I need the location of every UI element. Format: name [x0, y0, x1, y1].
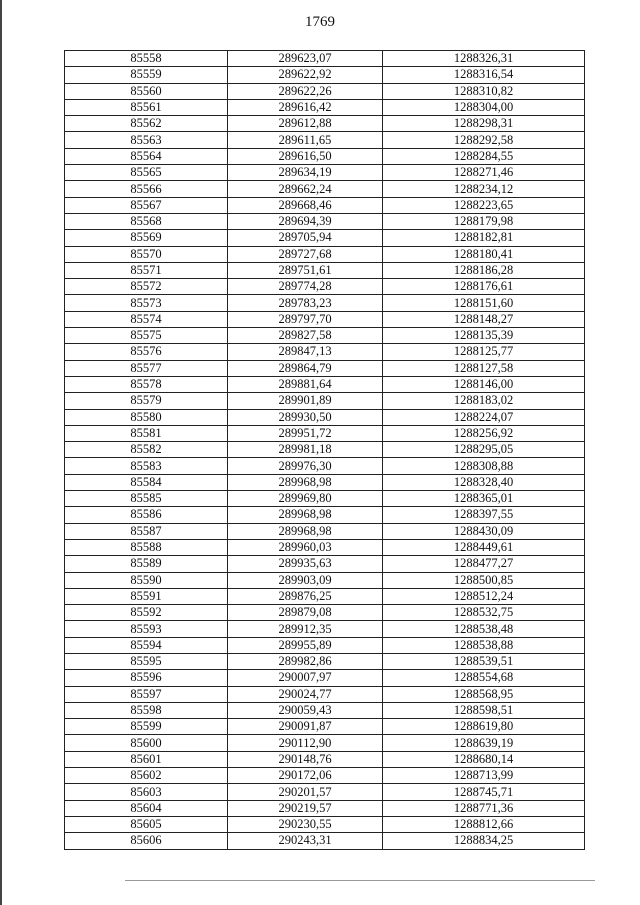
table-row: [65, 572, 585, 588]
point-number-cell: 85578: [65, 376, 228, 392]
point-number-cell: 85594: [65, 637, 228, 653]
point-number-cell: 85558: [65, 51, 228, 67]
point-number-cell: 85588: [65, 539, 228, 555]
point-number-cell: 85587: [65, 523, 228, 539]
y-coordinate-cell: 1288179,98: [383, 213, 585, 229]
x-coordinate-cell: 289774,28: [228, 279, 383, 295]
point-number-cell: 85580: [65, 409, 228, 425]
point-number-cell: 85563: [65, 132, 228, 148]
x-coordinate-cell: 289612,88: [228, 116, 383, 132]
table-row: [65, 751, 585, 767]
x-coordinate-cell: 289879,08: [228, 605, 383, 621]
table-row: [65, 99, 585, 115]
y-coordinate-cell: 1288834,25: [383, 833, 585, 849]
x-coordinate-cell: 289864,79: [228, 360, 383, 376]
y-coordinate-cell: 1288713,99: [383, 768, 585, 784]
table-row: [65, 230, 585, 246]
table-row: [65, 360, 585, 376]
table-row: [65, 442, 585, 458]
x-coordinate-cell: 289705,94: [228, 230, 383, 246]
table-row: [65, 393, 585, 409]
x-coordinate-cell: 289847,13: [228, 344, 383, 360]
y-coordinate-cell: 1288619,80: [383, 719, 585, 735]
table-row: [65, 458, 585, 474]
y-coordinate-cell: 1288292,58: [383, 132, 585, 148]
table-row: [65, 132, 585, 148]
point-number-cell: 85569: [65, 230, 228, 246]
y-coordinate-cell: 1288182,81: [383, 230, 585, 246]
table-row: [65, 51, 585, 67]
point-number-cell: 85560: [65, 83, 228, 99]
table-row: [65, 507, 585, 523]
table-row: [65, 409, 585, 425]
point-number-cell: 85599: [65, 719, 228, 735]
x-coordinate-cell: 289876,25: [228, 588, 383, 604]
y-coordinate-cell: 1288180,41: [383, 246, 585, 262]
point-number-cell: 85579: [65, 393, 228, 409]
scan-edge: [0, 0, 2, 905]
point-number-cell: 85597: [65, 686, 228, 702]
x-coordinate-cell: 290230,55: [228, 816, 383, 832]
table-row: [65, 719, 585, 735]
table-row: [65, 344, 585, 360]
point-number-cell: 85570: [65, 246, 228, 262]
y-coordinate-cell: 1288430,09: [383, 523, 585, 539]
y-coordinate-cell: 1288328,40: [383, 474, 585, 490]
y-coordinate-cell: 1288304,00: [383, 99, 585, 115]
coordinates-table: [64, 50, 585, 850]
x-coordinate-cell: 290007,97: [228, 670, 383, 686]
table-row: [65, 425, 585, 441]
point-number-cell: 85568: [65, 213, 228, 229]
point-number-cell: 85605: [65, 816, 228, 832]
table-row: [65, 83, 585, 99]
y-coordinate-cell: 1288234,12: [383, 181, 585, 197]
table-row: [65, 295, 585, 311]
table-row: [65, 181, 585, 197]
point-number-cell: 85561: [65, 99, 228, 115]
page-number: 1769: [305, 14, 335, 30]
table-row: [65, 311, 585, 327]
x-coordinate-cell: 289622,26: [228, 83, 383, 99]
x-coordinate-cell: 289616,42: [228, 99, 383, 115]
point-number-cell: 85575: [65, 328, 228, 344]
x-coordinate-cell: 289668,46: [228, 197, 383, 213]
y-coordinate-cell: 1288146,00: [383, 376, 585, 392]
y-coordinate-cell: 1288512,24: [383, 588, 585, 604]
table-row: [65, 246, 585, 262]
y-coordinate-cell: 1288125,77: [383, 344, 585, 360]
point-number-cell: 85602: [65, 768, 228, 784]
y-coordinate-cell: 1288186,28: [383, 262, 585, 278]
x-coordinate-cell: 290059,43: [228, 702, 383, 718]
point-number-cell: 85585: [65, 491, 228, 507]
x-coordinate-cell: 289951,72: [228, 425, 383, 441]
x-coordinate-cell: 289968,98: [228, 474, 383, 490]
x-coordinate-cell: 290148,76: [228, 751, 383, 767]
table-row: [65, 148, 585, 164]
table-row: [65, 262, 585, 278]
y-coordinate-cell: 1288538,88: [383, 637, 585, 653]
point-number-cell: 85595: [65, 653, 228, 669]
point-number-cell: 85596: [65, 670, 228, 686]
x-coordinate-cell: 289634,19: [228, 165, 383, 181]
point-number-cell: 85598: [65, 702, 228, 718]
y-coordinate-cell: 1288176,61: [383, 279, 585, 295]
point-number-cell: 85593: [65, 621, 228, 637]
y-coordinate-cell: 1288598,51: [383, 702, 585, 718]
x-coordinate-cell: 289611,65: [228, 132, 383, 148]
x-coordinate-cell: 289783,23: [228, 295, 383, 311]
table-row: [65, 556, 585, 572]
table-row: [65, 702, 585, 718]
y-coordinate-cell: 1288308,88: [383, 458, 585, 474]
x-coordinate-cell: 289662,24: [228, 181, 383, 197]
table-row: [65, 605, 585, 621]
table-row: [65, 523, 585, 539]
table-row: [65, 637, 585, 653]
table-row: [65, 116, 585, 132]
x-coordinate-cell: 289912,35: [228, 621, 383, 637]
point-number-cell: 85564: [65, 148, 228, 164]
table-row: [65, 833, 585, 849]
point-number-cell: 85603: [65, 784, 228, 800]
table-row: [65, 376, 585, 392]
point-number-cell: 85577: [65, 360, 228, 376]
table-row: [65, 816, 585, 832]
table-row: [65, 768, 585, 784]
table-row: [65, 670, 585, 686]
x-coordinate-cell: 289901,89: [228, 393, 383, 409]
x-coordinate-cell: 289623,07: [228, 51, 383, 67]
x-coordinate-cell: 289903,09: [228, 572, 383, 588]
table-row: [65, 735, 585, 751]
y-coordinate-cell: 1288135,39: [383, 328, 585, 344]
x-coordinate-cell: 290091,87: [228, 719, 383, 735]
table-row: [65, 588, 585, 604]
y-coordinate-cell: 1288298,31: [383, 116, 585, 132]
x-coordinate-cell: 290172,06: [228, 768, 383, 784]
point-number-cell: 85572: [65, 279, 228, 295]
table-row: [65, 653, 585, 669]
table-row: [65, 213, 585, 229]
x-coordinate-cell: 289955,89: [228, 637, 383, 653]
point-number-cell: 85604: [65, 800, 228, 816]
y-coordinate-cell: 1288532,75: [383, 605, 585, 621]
table-row: [65, 279, 585, 295]
x-coordinate-cell: 290024,77: [228, 686, 383, 702]
point-number-cell: 85573: [65, 295, 228, 311]
point-number-cell: 85590: [65, 572, 228, 588]
point-number-cell: 85565: [65, 165, 228, 181]
x-coordinate-cell: 289727,68: [228, 246, 383, 262]
table-row: [65, 491, 585, 507]
table-row: [65, 197, 585, 213]
y-coordinate-cell: 1288680,14: [383, 751, 585, 767]
table-row: [65, 67, 585, 83]
x-coordinate-cell: 289981,18: [228, 442, 383, 458]
y-coordinate-cell: 1288812,66: [383, 816, 585, 832]
y-coordinate-cell: 1288771,36: [383, 800, 585, 816]
y-coordinate-cell: 1288310,82: [383, 83, 585, 99]
y-coordinate-cell: 1288183,02: [383, 393, 585, 409]
y-coordinate-cell: 1288568,95: [383, 686, 585, 702]
x-coordinate-cell: 289982,86: [228, 653, 383, 669]
x-coordinate-cell: 289616,50: [228, 148, 383, 164]
point-number-cell: 85576: [65, 344, 228, 360]
point-number-cell: 85592: [65, 605, 228, 621]
y-coordinate-cell: 1288127,58: [383, 360, 585, 376]
table-row: [65, 474, 585, 490]
y-coordinate-cell: 1288151,60: [383, 295, 585, 311]
scan-artifact-line: [125, 880, 595, 881]
x-coordinate-cell: 289930,50: [228, 409, 383, 425]
y-coordinate-cell: 1288554,68: [383, 670, 585, 686]
y-coordinate-cell: 1288224,07: [383, 409, 585, 425]
x-coordinate-cell: 289969,80: [228, 491, 383, 507]
x-coordinate-cell: 289694,39: [228, 213, 383, 229]
table-row: [65, 784, 585, 800]
point-number-cell: 85571: [65, 262, 228, 278]
x-coordinate-cell: 290219,57: [228, 800, 383, 816]
x-coordinate-cell: 289935,63: [228, 556, 383, 572]
y-coordinate-cell: 1288538,48: [383, 621, 585, 637]
x-coordinate-cell: 289797,70: [228, 311, 383, 327]
point-number-cell: 85601: [65, 751, 228, 767]
y-coordinate-cell: 1288326,31: [383, 51, 585, 67]
point-number-cell: 85606: [65, 833, 228, 849]
y-coordinate-cell: 1288256,92: [383, 425, 585, 441]
x-coordinate-cell: 290112,90: [228, 735, 383, 751]
x-coordinate-cell: 289960,03: [228, 539, 383, 555]
point-number-cell: 85566: [65, 181, 228, 197]
y-coordinate-cell: 1288745,71: [383, 784, 585, 800]
y-coordinate-cell: 1288639,19: [383, 735, 585, 751]
point-number-cell: 85567: [65, 197, 228, 213]
y-coordinate-cell: 1288271,46: [383, 165, 585, 181]
y-coordinate-cell: 1288223,65: [383, 197, 585, 213]
y-coordinate-cell: 1288477,27: [383, 556, 585, 572]
point-number-cell: 85584: [65, 474, 228, 490]
x-coordinate-cell: 289751,61: [228, 262, 383, 278]
x-coordinate-cell: 289968,98: [228, 523, 383, 539]
table-row: [65, 800, 585, 816]
point-number-cell: 85591: [65, 588, 228, 604]
y-coordinate-cell: 1288397,55: [383, 507, 585, 523]
y-coordinate-cell: 1288539,51: [383, 653, 585, 669]
point-number-cell: 85589: [65, 556, 228, 572]
table-row: [65, 621, 585, 637]
y-coordinate-cell: 1288295,05: [383, 442, 585, 458]
y-coordinate-cell: 1288449,61: [383, 539, 585, 555]
coordinates-table-body: [65, 51, 585, 850]
point-number-cell: 85586: [65, 507, 228, 523]
table-row: [65, 539, 585, 555]
x-coordinate-cell: 289881,64: [228, 376, 383, 392]
y-coordinate-cell: 1288365,01: [383, 491, 585, 507]
point-number-cell: 85574: [65, 311, 228, 327]
y-coordinate-cell: 1288284,55: [383, 148, 585, 164]
point-number-cell: 85600: [65, 735, 228, 751]
x-coordinate-cell: 289968,98: [228, 507, 383, 523]
table-row: [65, 686, 585, 702]
x-coordinate-cell: 290201,57: [228, 784, 383, 800]
y-coordinate-cell: 1288500,85: [383, 572, 585, 588]
point-number-cell: 85559: [65, 67, 228, 83]
table-row: [65, 328, 585, 344]
y-coordinate-cell: 1288148,27: [383, 311, 585, 327]
x-coordinate-cell: 289622,92: [228, 67, 383, 83]
point-number-cell: 85581: [65, 425, 228, 441]
x-coordinate-cell: 289976,30: [228, 458, 383, 474]
x-coordinate-cell: 290243,31: [228, 833, 383, 849]
table-row: [65, 165, 585, 181]
point-number-cell: 85582: [65, 442, 228, 458]
y-coordinate-cell: 1288316,54: [383, 67, 585, 83]
point-number-cell: 85583: [65, 458, 228, 474]
x-coordinate-cell: 289827,58: [228, 328, 383, 344]
point-number-cell: 85562: [65, 116, 228, 132]
